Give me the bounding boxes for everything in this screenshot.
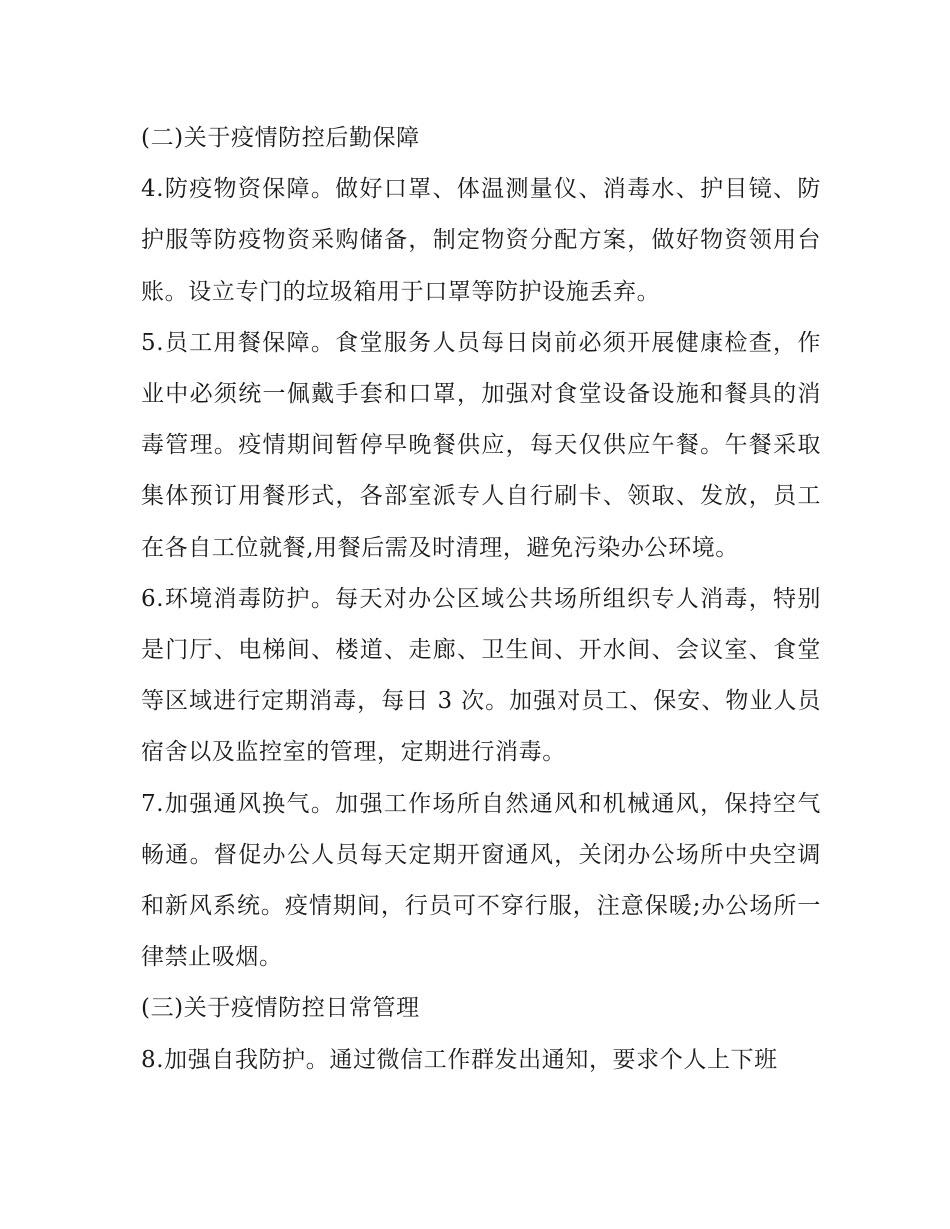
paragraph-disinfection: 6.环境消毒防护。每天对办公区域公共场所组织专人消毒，特别是门厅、电梯间、楼道、走廊、卫生间、开水间、会议室、食堂等区域进行定期消毒，每日 3 次。加强对员工、保安、物业人员宿舍以及监控室的管理，定期进行消毒。: [141, 585, 821, 766]
paragraph-supplies: 4.防疫物资保障。做好口罩、体温测量仪、消毒水、护目镜、防护服等防疫物资采购储备，制定物资分配方案，做好物资领用台账。设立专门的垃圾箱用于口罩等防护设施丢弃。: [141, 176, 821, 305]
paragraph-self-protection: 8.加强自我防护。通过微信工作群发出通知，要求个人上下班: [141, 1046, 778, 1073]
section-heading-logistics: (二)关于疫情防控后勤保障: [141, 125, 420, 151]
document-page: [141, 113, 821, 1086]
paragraph-ventilation: 7.加强通风换气。加强工作场所自然通风和机械通风，保持空气畅通。督促办公人员每天定期开窗通风，关闭办公场所中央空调和新风系统。疫情期间，行员可不穿行服，注意保暖;办公场所一律禁止吸烟。: [141, 790, 821, 971]
paragraph-meals: 5.员工用餐保障。食堂服务人员每日岗前必须开展健康检查，作业中必须统一佩戴手套和口罩，加强对食堂设备设施和餐具的消毒管理。疫情期间暂停早晚餐供应，每天仅供应午餐。午餐采取集体预订用餐形式，各部室派专人自行刷卡、领取、发放，员工在各自工位就餐,用餐后需及时清理，避免污染办公环境。: [141, 329, 821, 561]
section-heading-daily-management: (三)关于疫情防控日常管理: [141, 995, 420, 1022]
